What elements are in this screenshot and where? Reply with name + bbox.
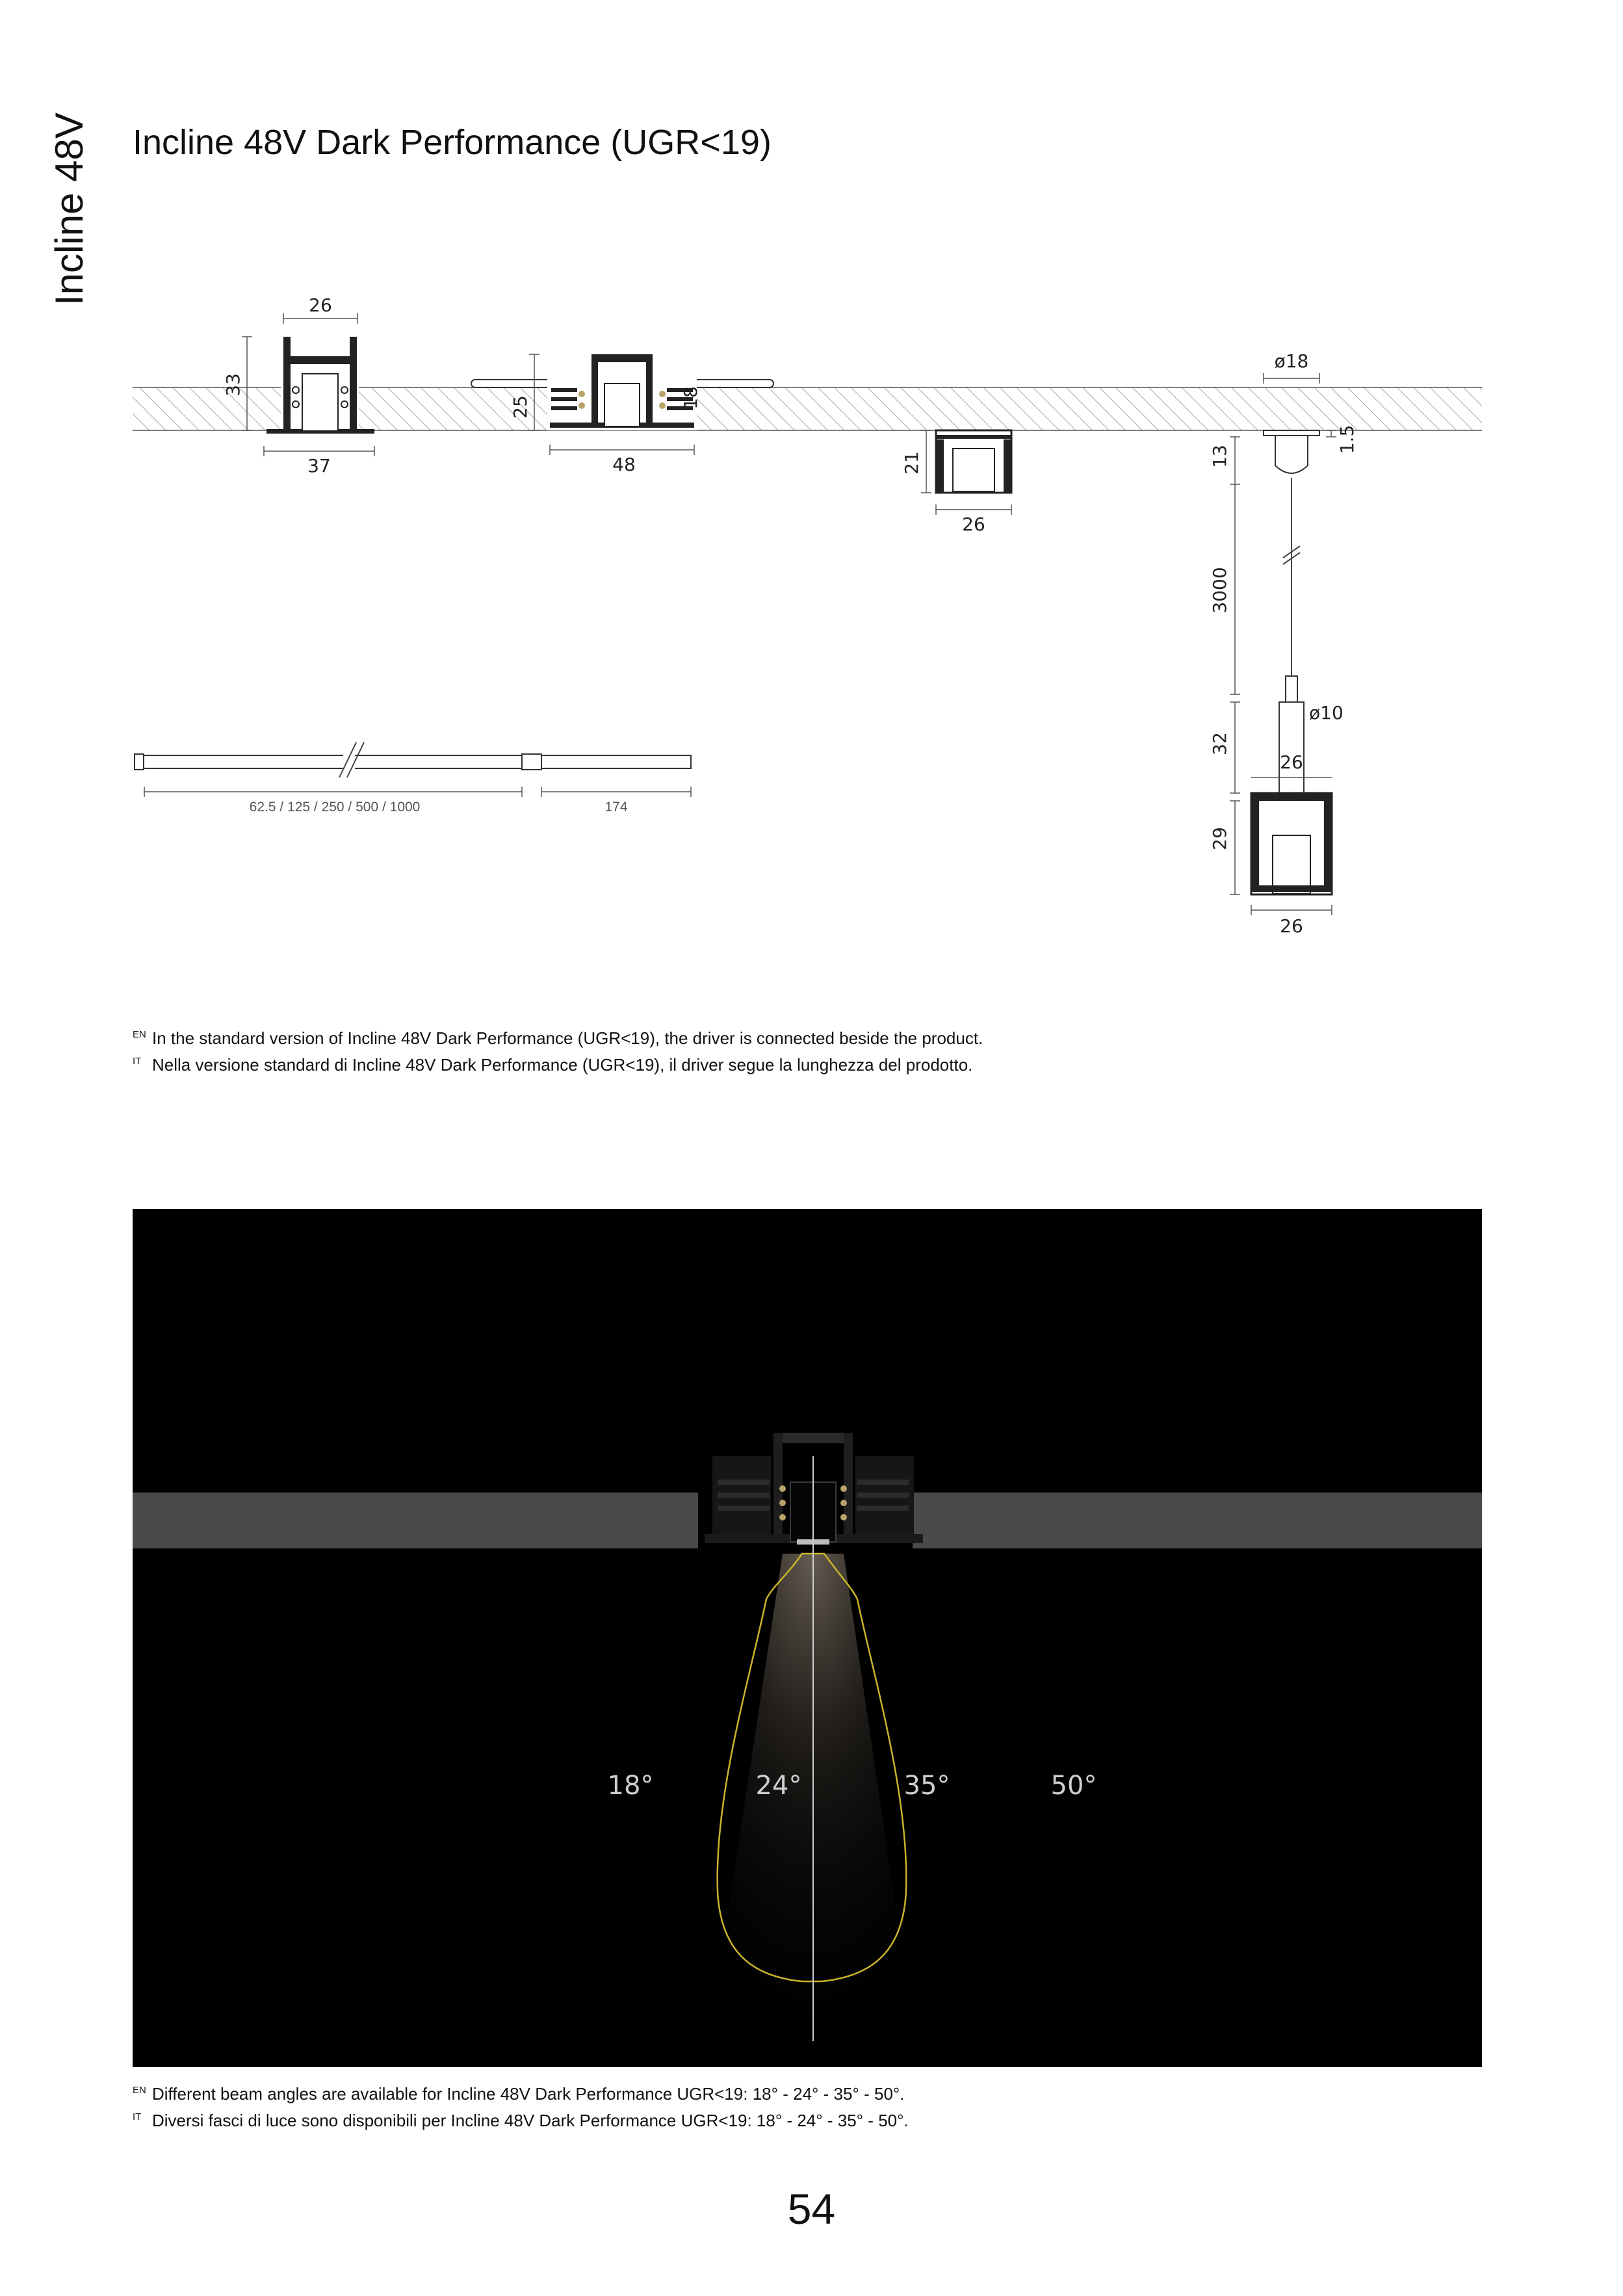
surface-profile-drawing (901, 430, 1011, 535)
dim-pendant-profile-height: 29 (1209, 827, 1230, 850)
beam-note-it-text: Diversi fasci di luce sono disponibili per Incline 48V Dark Performance UGR<19: 18° - 24° - 35° - 50°. (152, 2111, 909, 2130)
dim-surface-bottom: 26 (962, 514, 985, 535)
dim-trimless-bottom: 48 (612, 454, 636, 475)
dim-recessed-top: 26 (309, 294, 332, 316)
beam-angle-18: 18° (607, 1771, 654, 1801)
pendant-drawing (1209, 350, 1358, 937)
beam-note-en (133, 2079, 909, 2106)
beam-angle-photo (133, 1209, 1482, 2067)
driver-note-en-text: In the standard version of Incline 48V Dark Performance (UGR<19), the driver is connected beside the product. (152, 1028, 983, 1048)
driver-note (133, 1023, 983, 1076)
dim-trimless-inner: 18 (680, 386, 701, 410)
dim-clamp-diameter: ø10 (1309, 702, 1344, 724)
driver-note-en (133, 1023, 983, 1050)
beam-note-en-text: Different beam angles are available for Incline 48V Dark Performance UGR<19: 18° - 24° - 35° - 50°. (152, 2084, 905, 2104)
dim-canopy-height: 1.5 (1336, 424, 1358, 454)
dim-profile-lengths: 62.5 / 125 / 250 / 500 / 1000 (249, 800, 421, 815)
page-number: 54 (787, 2185, 836, 2233)
beam-angle-35: 35° (903, 1771, 950, 1801)
dim-trimless-height: 25 (510, 395, 531, 419)
driver-note-it-text: Nella versione standard di Incline 48V Dark Performance (UGR<19), il driver segue la lunghezza del prodotto. (152, 1055, 973, 1075)
dim-canopy-diameter: ø18 (1274, 350, 1309, 372)
dim-pendant-top-width: 26 (1280, 751, 1303, 773)
lang-tag-en: EN (133, 2085, 146, 2096)
dim-pendant-drop-top: 13 (1209, 445, 1230, 468)
dim-recessed-height: 33 (222, 373, 244, 397)
section-side-title: Incline 48V (47, 112, 91, 306)
lang-tag-it: IT (133, 2111, 142, 2122)
beam-angle-24: 24° (755, 1771, 802, 1801)
beam-note-it (133, 2106, 909, 2132)
profile-side-view (135, 742, 691, 815)
technical-drawings (0, 0, 1623, 1014)
dim-pendant-cable: 3000 (1209, 567, 1230, 614)
driver-note-it (133, 1050, 983, 1076)
beam-note (133, 2079, 909, 2132)
lang-tag-it: IT (133, 1056, 142, 1067)
lang-tag-en: EN (133, 1029, 146, 1040)
dim-clamp-height: 32 (1209, 732, 1230, 755)
page-title: Incline 48V Dark Performance (UGR<19) (133, 123, 772, 162)
beam-angle-50: 50° (1050, 1771, 1097, 1801)
dim-surface-height: 21 (901, 451, 922, 475)
dim-pendant-bottom-width: 26 (1280, 915, 1303, 937)
dim-recessed-bottom: 37 (307, 455, 331, 476)
dim-profile-end: 174 (604, 800, 628, 815)
recessed-profile-drawing (222, 294, 374, 476)
